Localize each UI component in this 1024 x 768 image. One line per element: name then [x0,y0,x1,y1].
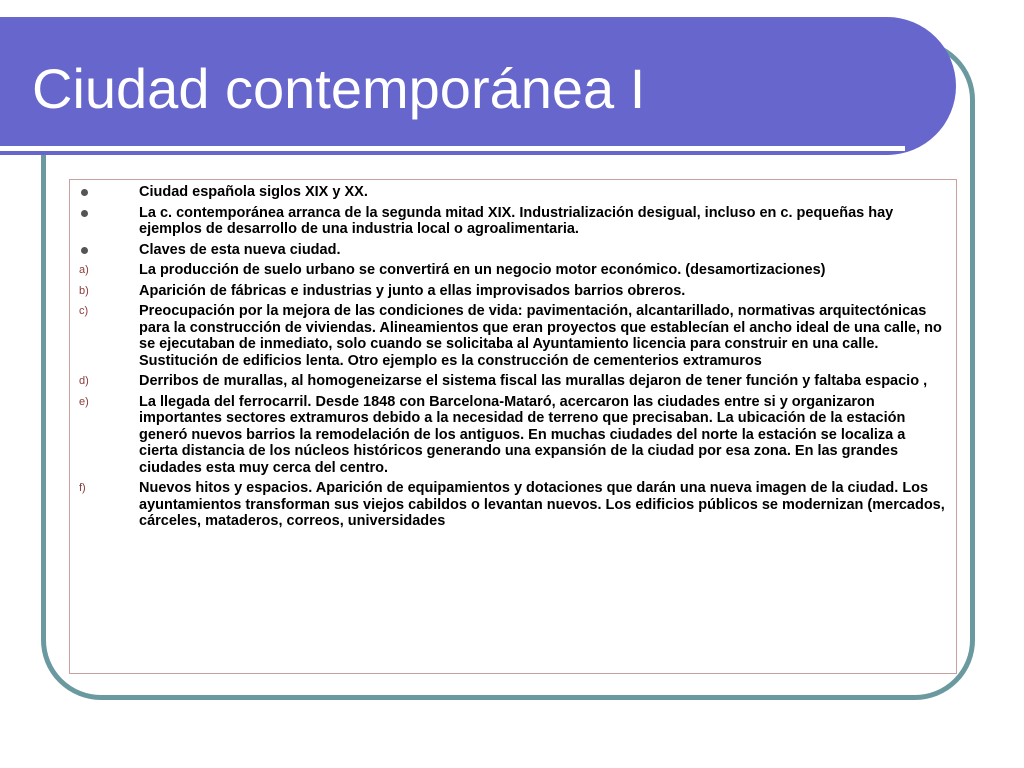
title-bar [0,17,956,155]
bullet-dot-icon [81,247,88,254]
item-text: Aparición de fábricas e industrias y junto a ellas improvisados barrios obreros. [139,282,686,299]
list-item [70,283,956,300]
bullet-dot-icon [81,189,88,196]
list-item [70,480,956,530]
bullet-dot-icon [81,210,88,217]
item-text: Nuevos hitos y espacios. Aparición de equipamientos y dotaciones que darán una nueva imagen de la ciudad. Los ayuntamientos transforman sus viejos cabildos o levantan nuevos. Los edificios públicos se modernizan (mercados, cárceles, mataderos, correos, universidades [139,480,945,529]
list-item [70,303,956,369]
list-item [70,242,956,259]
item-text: La llegada del ferrocarril. Desde 1848 con Barcelona-Mataró, acercaron las ciudades entre si y organizaron importantes sectores extramuros debido a la necesidad de terreno que precisaban. La ubicación de la estación generó nuevos barrios la remodelación de los antiguos. En muchas ciudades del norte la estación se localiza a cierta distancia de los núcleos históricos generando una expansión de la ciudad por esa zona. En las grandes ciudades esta muy cerca del centro. [139,393,906,476]
item-text: Ciudad española siglos XIX y XX. [139,184,368,200]
item-text: Claves de esta nueva ciudad. [139,241,341,258]
content-box [69,179,957,674]
list-item [70,394,956,477]
item-letter-label: e) [79,395,89,408]
item-letter-label: a) [79,264,89,276]
item-letter-label: d) [79,375,89,387]
item-letter-label: c) [79,305,89,317]
slide-title: Ciudad contemporánea I [32,57,646,120]
item-letter-label: f) [79,482,86,494]
item-text: La producción de suelo urbano se convertirá en un negocio motor económico. (desamortizaciones) [139,262,826,278]
item-letter-label: b) [79,284,89,297]
item-text: Preocupación por la mejora de las condiciones de vida: pavimentación, alcantarillado, normativas arquitectónicas para la construcción de viviendas. Alineamientos que eran proyectos que establecían el ancho ideal de una calle, no se ejecutaban de inmediato, solo cuando se solicitaba al Ayuntamiento licencia para construir en una calle. Sustitución de edificios lenta. Otro ejemplo es la construcción de cementerios extramuros [139,303,942,369]
item-text: Derribos de murallas, al homogeneizarse el sistema fiscal las murallas dejaron de tener función y faltaba espacio , [139,373,928,389]
item-text: La c. contemporánea arranca de la segunda mitad XIX. Industrialización desigual, incluso en c. pequeñas hay ejemplos de desarrollo de una industria local o agroalimentaria. [139,204,894,237]
list-item [70,184,956,201]
bullet-list [70,184,956,534]
list-item [70,373,956,390]
list-item [70,205,956,238]
title-underline [0,146,905,151]
list-item [70,262,956,279]
